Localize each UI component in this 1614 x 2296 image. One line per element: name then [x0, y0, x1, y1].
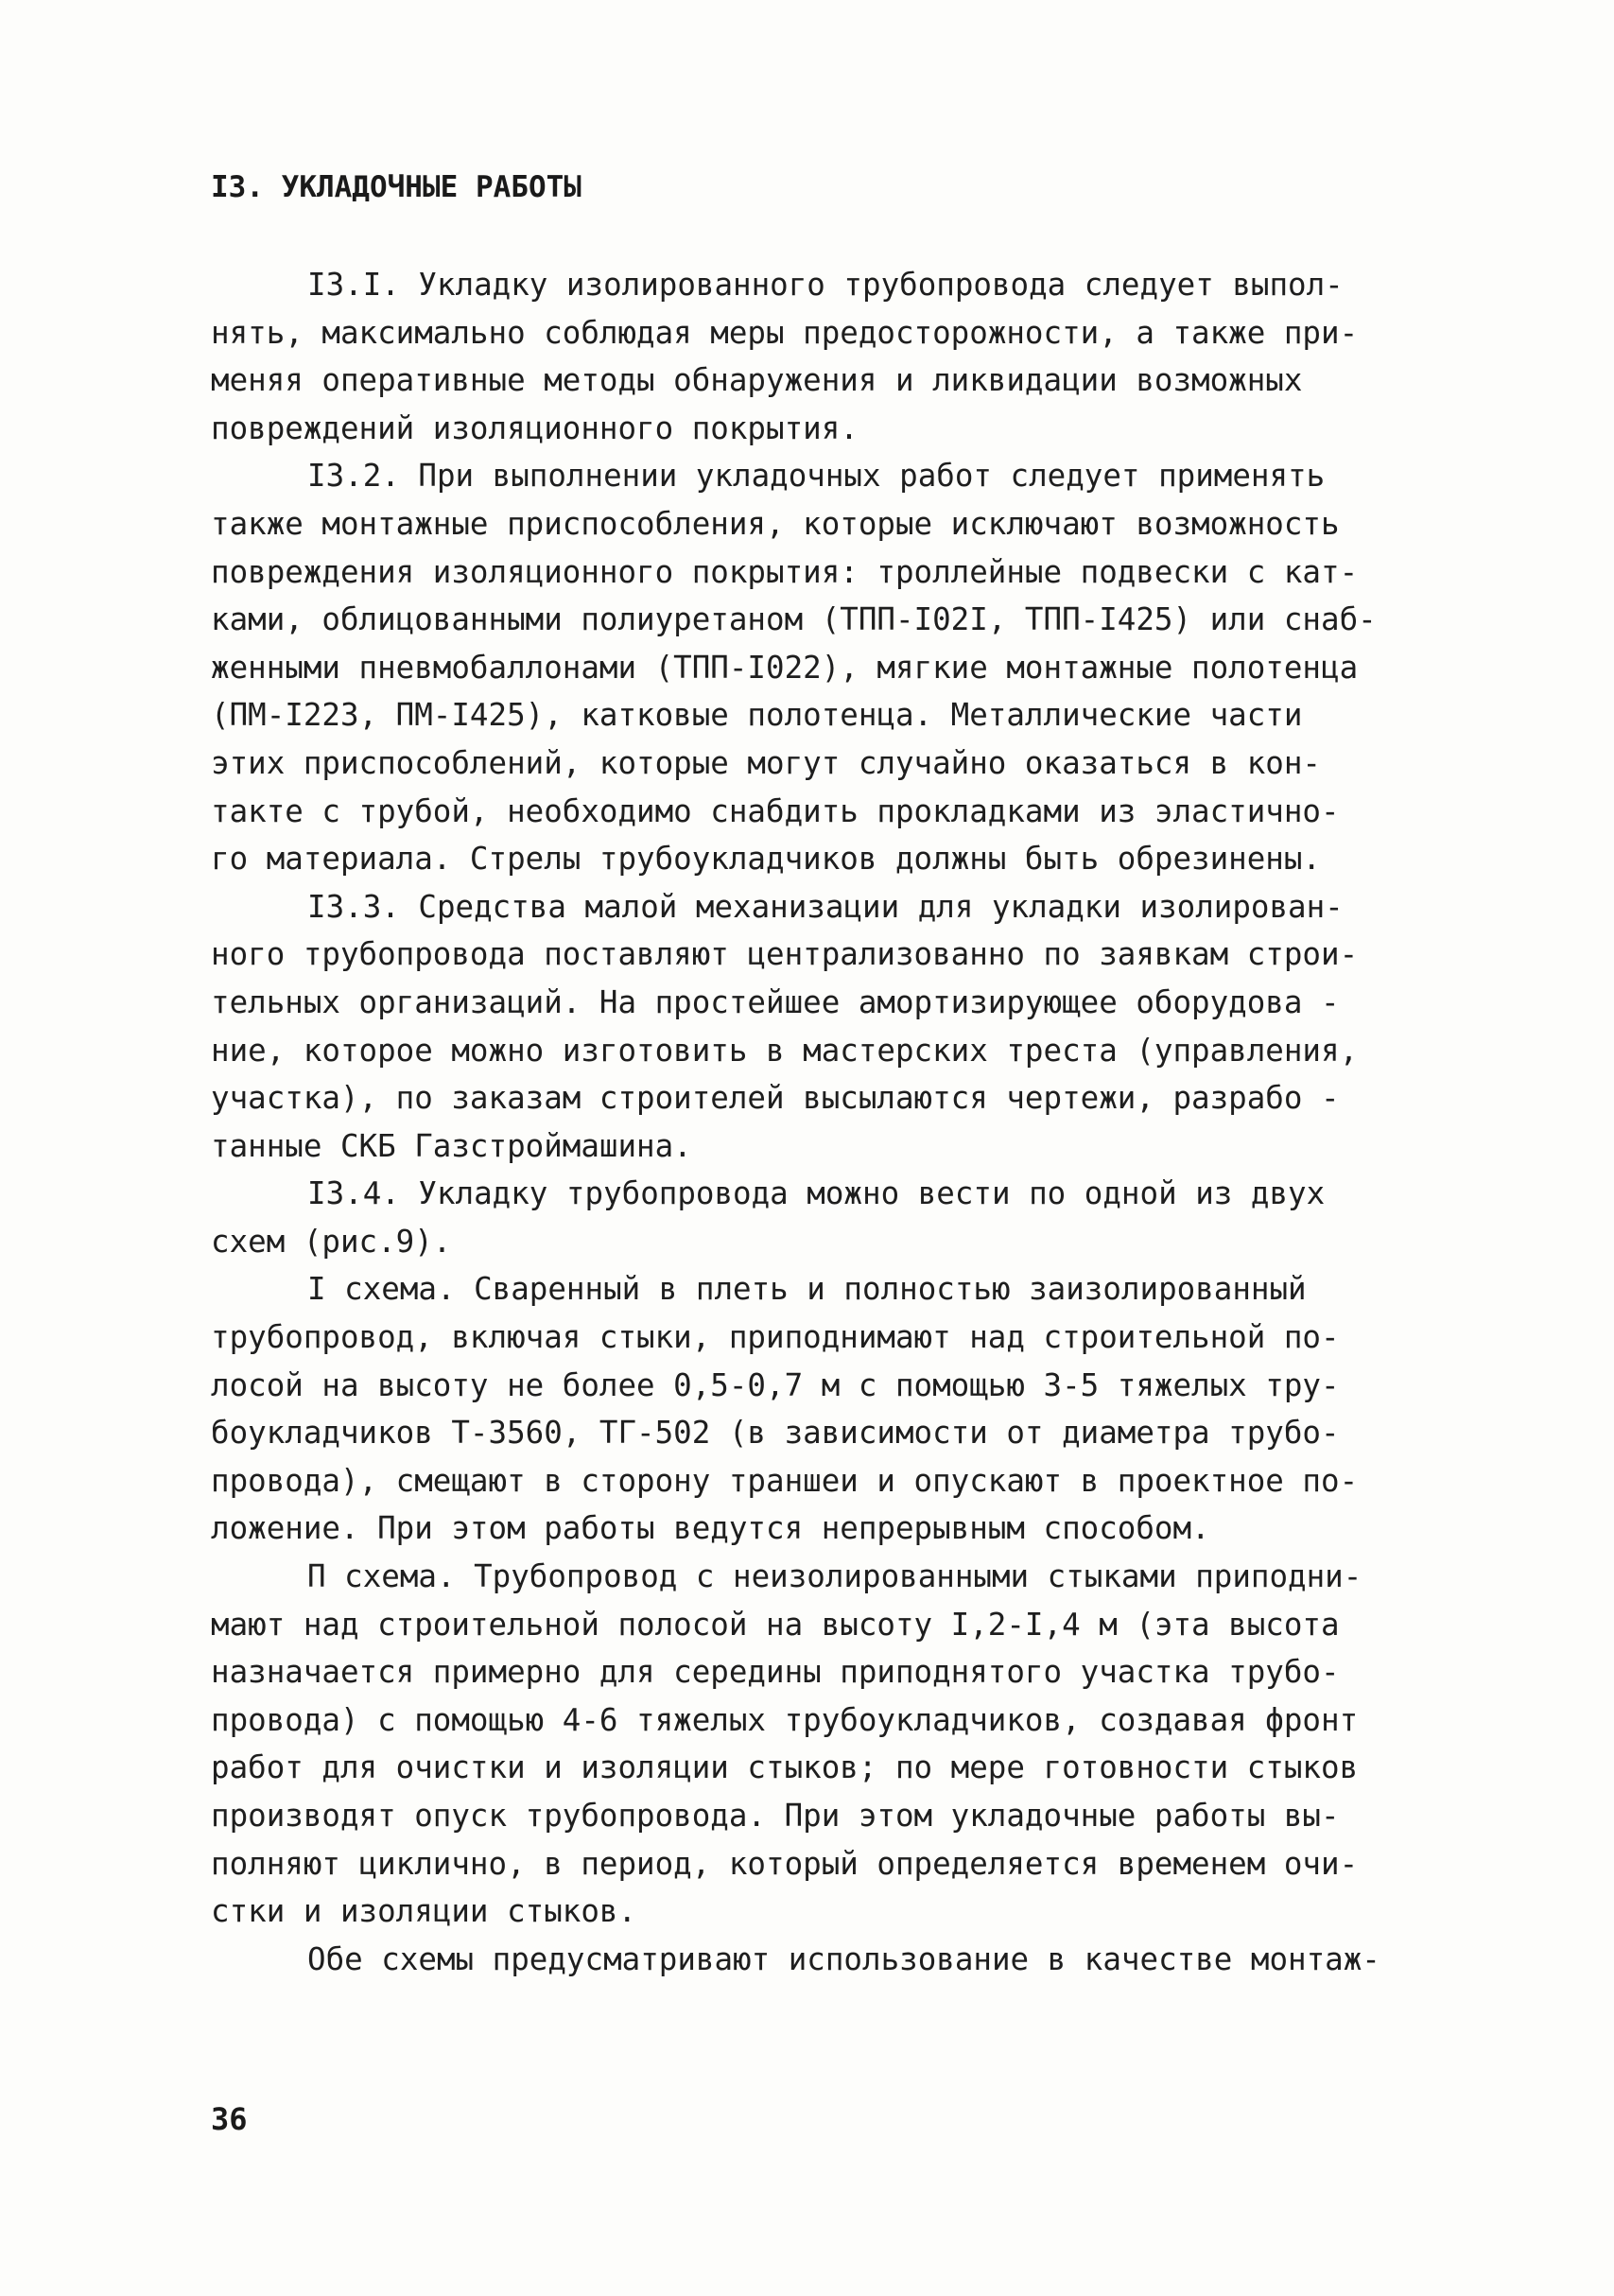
text-line: меняя оперативные методы обнаружения и ликвидации возможных [211, 362, 1303, 399]
text-line: лосой на высоту не более 0,5-0,7 м с помощью 3-5 тяжелых тру- [211, 1366, 1340, 1403]
text-line: нять, максимально соблюдая меры предосторожности, а также при- [211, 314, 1359, 351]
body-text [211, 261, 1440, 1983]
text-line: I3.2. При выполнении укладочных работ следует применять [307, 458, 1326, 495]
text-line: также монтажные приспособления, которые исключают возможность [211, 505, 1340, 542]
text-line: провода), смещают в сторону траншеи и опускают в проектное по- [211, 1462, 1359, 1499]
text-line: танные СКБ Газстроймашина. [211, 1127, 692, 1164]
text-line: П схема. Трубопровод с неизолированными стыками приподни- [307, 1558, 1362, 1595]
text-line: трубопровод, включая стыки, приподнимают над строительной по- [211, 1319, 1340, 1356]
text-line: тельных организаций. На простейшее амортизирующее оборудова - [211, 983, 1340, 1020]
section-heading: I3. УКЛАДОЧНЫЕ РАБОТЫ [211, 170, 581, 204]
text-line: производят опуск трубопровода. При этом укладочные работы вы- [211, 1798, 1340, 1834]
text-line: назначается примерно для середины приподнятого участка трубо- [211, 1654, 1340, 1691]
text-line: ками, облицованными полиуретаном (ТПП-I02I, ТПП-I425) или снаб- [211, 601, 1377, 638]
text-line: такте с трубой, необходимо снабдить прокладками из эластично- [211, 792, 1340, 829]
page-number: 36 [211, 2101, 248, 2137]
text-line: полняют циклично, в период, который определяется временем очи- [211, 1845, 1359, 1882]
text-line: женными пневмобаллонами (ТПП-I022), мягкие монтажные полотенца [211, 649, 1359, 686]
text-line: (ПМ-I223, ПМ-I425), катковые полотенца. Металлические части [211, 697, 1303, 734]
text-line: стки и изоляции стыков. [211, 1893, 637, 1930]
text-line: го материала. Стрелы трубоукладчиков должны быть обрезинены. [211, 841, 1321, 878]
text-line: схем (рис.9). [211, 1223, 452, 1260]
text-line: этих приспособлений, которые могут случайно оказаться в кон- [211, 744, 1321, 781]
text-line: боукладчиков Т-3560, ТГ-502 (в зависимости от диаметра трубо- [211, 1415, 1340, 1452]
text-line: Обе схемы предусматривают использование в качестве монтаж- [307, 1940, 1380, 1977]
text-line: повреждений изоляционного покрытия. [211, 409, 859, 446]
text-line: ние, которое можно изготовить в мастерских треста (управления, [211, 1032, 1359, 1069]
text-line: I3.4. Укладку трубопровода можно вести по одной из двух [307, 1175, 1326, 1212]
text-line: I3.I. Укладку изолированного трубопровода следует выпол- [307, 267, 1344, 303]
text-line: провода) с помощью 4-6 тяжелых трубоукладчиков, создавая фронт [211, 1701, 1359, 1738]
text-line: I схема. Сваренный в плеть и полностью заизолированный [307, 1271, 1307, 1308]
text-line: мают над строительной полосой на высоту I,2-I,4 м (эта высота [211, 1606, 1340, 1643]
text-line: участка), по заказам строителей высылаются чертежи, разрабо - [211, 1080, 1340, 1117]
text-line: повреждения изоляционного покрытия: троллейные подвески с кат- [211, 553, 1359, 590]
text-line: I3.3. Средства малой механизации для укладки изолирован- [307, 888, 1344, 925]
text-line: ложение. При этом работы ведутся непрерывным способом. [211, 1510, 1210, 1547]
text-line: работ для очистки и изоляции стыков; по мере готовности стыков [211, 1749, 1359, 1786]
text-line: ного трубопровода поставляют централизованно по заявкам строи- [211, 936, 1359, 973]
